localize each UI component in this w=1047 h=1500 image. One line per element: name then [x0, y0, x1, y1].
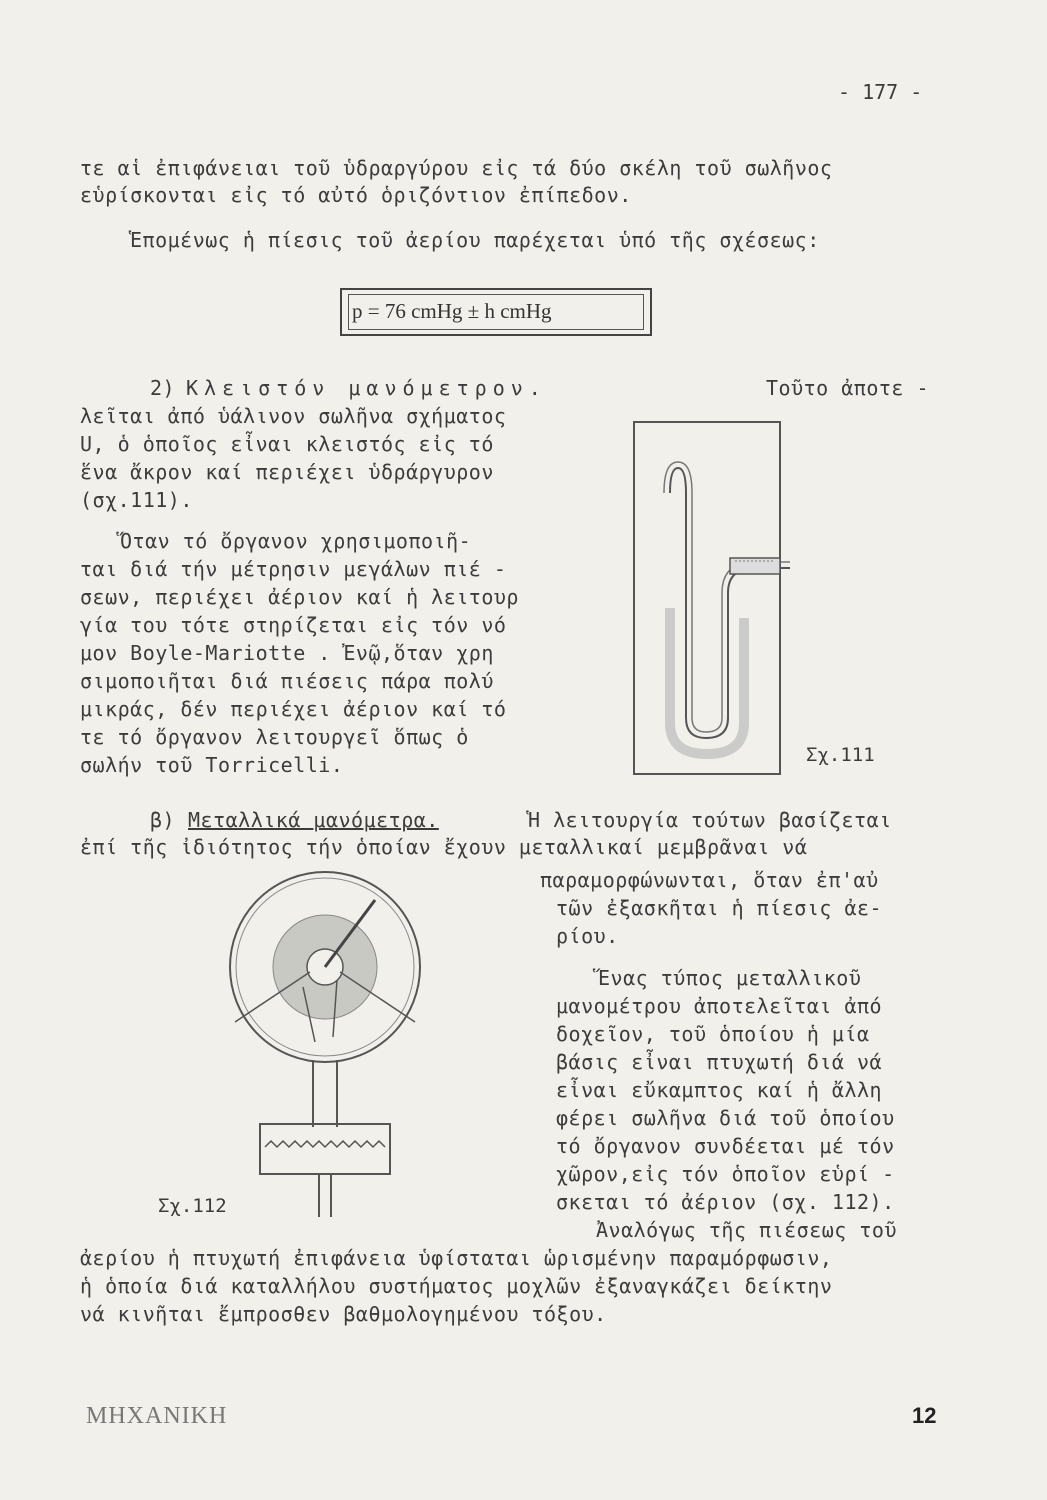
usage-line-0: Ὅταν τό ὄργανον χρησιμοποιῆ-	[120, 529, 472, 553]
metallic-line-12: χῶρον,εἰς τόν ὁποῖον εὑρί -	[556, 1162, 895, 1186]
footer-subject: ΜΗΧΑΝΙΚΗ	[86, 1403, 228, 1429]
usage-line-1: ται διά τήν μέτρησιν μεγάλων πιέ -	[80, 557, 507, 581]
metallic-line-1: ἐπί τῆς ἰδιότητος τήν ὁποίαν ἔχουν μεταλλικαί μεμβρᾶναι νά	[80, 835, 808, 859]
section-2-line-3: ἕνα ἄκρον καί περιέχει ὑδράργυρον	[80, 460, 494, 484]
figure-112-metallic-manometer	[215, 862, 435, 1222]
metallic-line-15: ἀερίου ἡ πτυχωτή ἐπιφάνεια ὑφίσταται ὡρισμένην παραμόρφωσιν,	[80, 1246, 833, 1270]
metallic-line-3: τῶν ἐξασκῆται ἡ πίεσις ἀε-	[556, 896, 883, 920]
section-b-title: Μεταλλικά μανόμετρα.	[188, 808, 439, 832]
metallic-line-13: σκεται τό ἀέριον (σχ. 112).	[556, 1190, 895, 1214]
footer-sheet-number: 12	[912, 1403, 937, 1428]
usage-line-4: μον Boyle-Mariotte . Ἐνῷ,ὅταν χρη	[80, 641, 494, 665]
metallic-line-17: νά κινῆται ἔμπροσθεν βαθμολογημένου τόξου.	[80, 1302, 607, 1326]
metallic-line-11: τό ὄργανον συνδέεται μέ τόν	[556, 1134, 895, 1158]
metallic-line-5: Ἕνας τύπος μεταλλικοῦ	[598, 966, 862, 990]
usage-line-5: σιμοποιῆται διά πιέσεις πάρα πολύ	[80, 669, 494, 693]
metallic-line-14: Ἀναλόγως τῆς πιέσεως τοῦ	[596, 1218, 897, 1242]
pressure-formula: p = 76 cmHg ± h cmHg	[352, 299, 552, 323]
intro-line-2: εὑρίσκονται εἰς τό αὐτό ὁριζόντιον ἐπίπεδον.	[80, 183, 632, 207]
figure-112-caption: Σχ.112	[158, 1195, 227, 1217]
section-b-number: β)	[150, 808, 176, 832]
metallic-line-4: ρίου.	[556, 924, 619, 948]
metallic-line-16: ἡ ὁποία διά καταλλήλου συστήματος μοχλῶν ἐξαναγκάζει δείκτην	[80, 1274, 833, 1298]
metallic-line-6: μανομέτρου ἀποτελεῖται ἀπό	[556, 994, 883, 1018]
usage-line-3: γία του τότε στηρίζεται εἰς τόν νό	[80, 613, 507, 637]
intro-line-1: τε αἱ ἐπιφάνειαι τοῦ ὑδραργύρου εἰς τά δύο σκέλη τοῦ σωλῆνος	[80, 156, 833, 180]
metallic-line-0: Ἡ λειτουργία τούτων βασίζεται	[528, 808, 892, 832]
section-2-line-4: (σχ.111).	[80, 488, 193, 512]
metallic-line-7: δοχεῖον, τοῦ ὁποίου ἡ μία	[556, 1022, 870, 1046]
section-2-line-0: Τοῦτο ἀποτε -	[766, 376, 930, 400]
metallic-line-2: παραμορφώνωνται, ὅταν ἐπ'αὐ	[540, 868, 879, 892]
metallic-line-10: φέρει σωλῆνα διά τοῦ ὁποίου	[556, 1106, 895, 1130]
section-2-number: 2)	[150, 376, 176, 400]
usage-line-7: τε τό ὄργανον λειτουργεῖ ὅπως ὁ	[80, 725, 469, 749]
consequently-line: Ἑπομένως ἡ πίεσις τοῦ ἀερίου παρέχεται ὑπό τῆς σχέσεως:	[130, 228, 820, 252]
metallic-line-9: εἶναι εὔκαμπτος καί ἡ ἄλλη	[556, 1078, 883, 1102]
usage-line-2: σεων, περιέχει ἀέριον καί ἡ λειτουρ	[80, 585, 519, 609]
figure-111-u-tube-manometer	[630, 418, 790, 780]
page-number: - 177 -	[838, 80, 923, 104]
section-2-title: Κλειστόν μανόμετρον.	[186, 376, 547, 400]
section-2-line-2: U, ὁ ὁποῖος εἶναι κλειστός εἰς τό	[80, 432, 494, 456]
usage-line-8: σωλήν τοῦ Torricelli.	[80, 753, 344, 777]
section-2-line-1: λεῖται ἀπό ὑάλινον σωλῆνα σχήματος	[80, 404, 507, 428]
usage-line-6: μικράς, δέν περιέχει ἀέριον καί τό	[80, 697, 507, 721]
metallic-line-8: βάσις εἶναι πτυχωτή διά νά	[556, 1050, 883, 1074]
figure-111-caption: Σχ.111	[806, 744, 875, 766]
